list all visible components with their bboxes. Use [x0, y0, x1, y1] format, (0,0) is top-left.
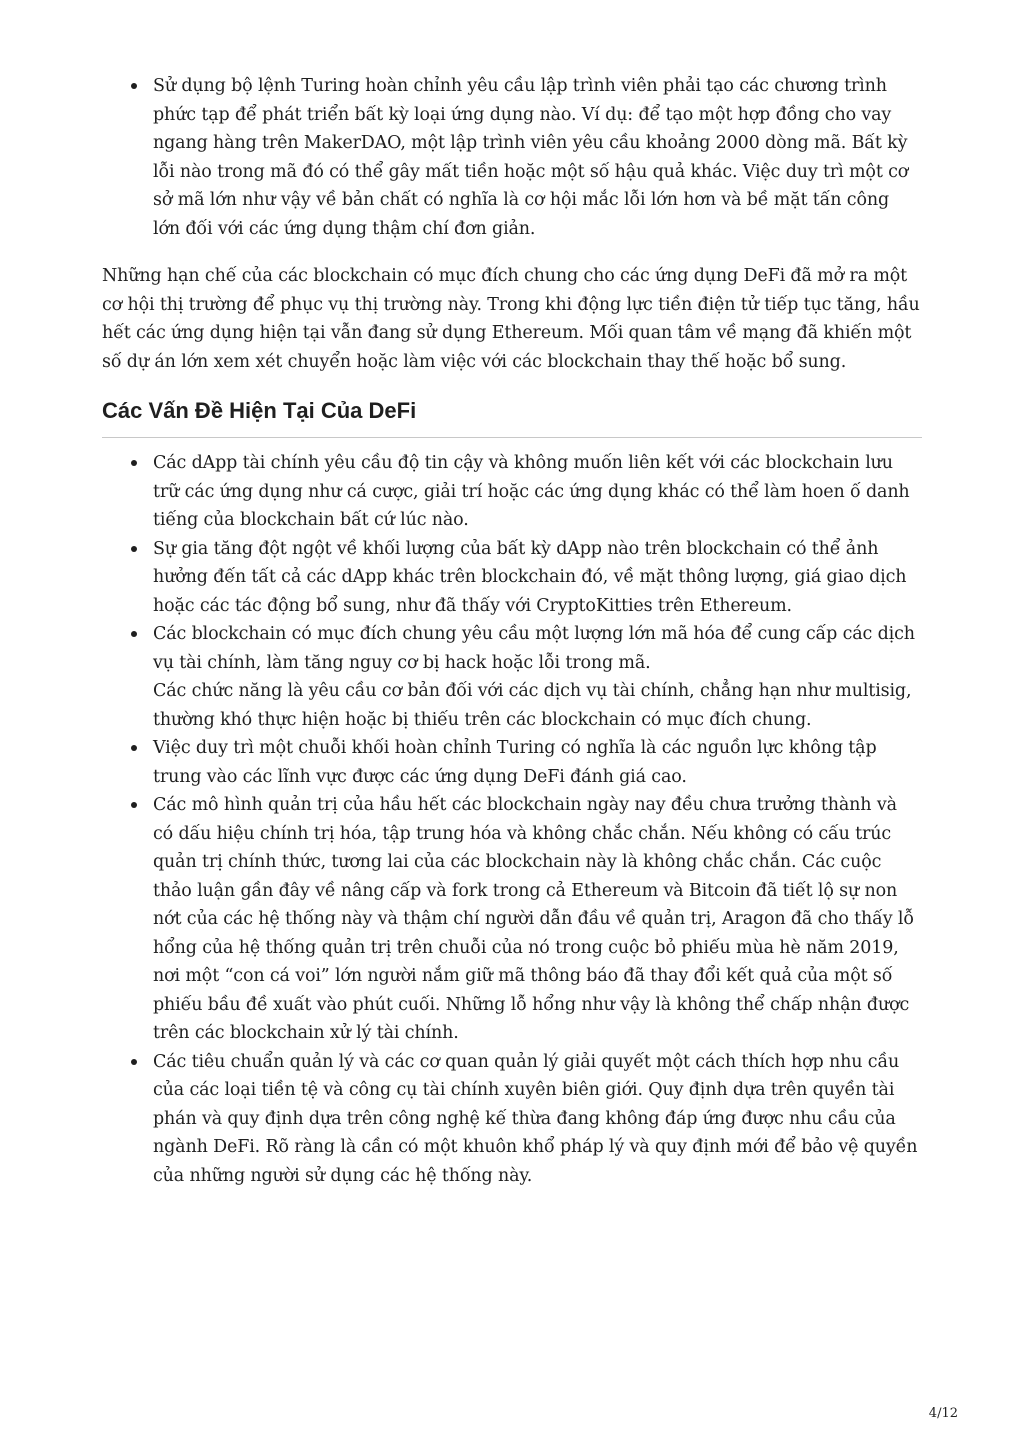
list-item-continuation: Các chức năng là yêu cầu cơ bản đối với các dịch vụ tài chính, chẳng hạn như multisig, thường khó thực hiện hoặc bị thiếu trên các blockchain có mục đích chung.: [153, 681, 912, 730]
issues-list: [131, 449, 921, 1190]
list-item-text: Các tiêu chuẩn quản lý và các cơ quan quản lý giải quyết một cách thích hợp nhu cầu của các loại tiền tệ và công cụ tài chính xuyên biên giới. Quy định dựa trên quyền tài phán và quy định dựa trên công nghệ kế thừa đang không đáp ứng được nhu cầu của ngành DeFi. Rõ ràng là cần có một khuôn khổ pháp lý và quy định mới để bảo vệ quyền của những người sử dụng các hệ thống này.: [153, 1051, 918, 1186]
list-item: [131, 72, 921, 243]
list-item: [131, 535, 921, 621]
list-item-text: Sự gia tăng đột ngột về khối lượng của bất kỳ dApp nào trên blockchain có thể ảnh hưởng đến tất cả các dApp khác trên blockchain đó, về mặt thông lượng, giá giao dịch hoặc các tác động bổ sung, như đã thấy với CryptoKitties trên Ethereum.: [153, 538, 907, 616]
bullet-list-top: [131, 72, 921, 243]
list-item: [131, 449, 921, 535]
section-heading: Các Vấn Đề Hiện Tại Của DeFi: [102, 398, 417, 423]
list-item: [131, 734, 921, 791]
list-item-text: Sử dụng bộ lệnh Turing hoàn chỉnh yêu cầu lập trình viên phải tạo các chương trình phức tạp để phát triển bất kỳ loại ứng dụng nào. Ví dụ: để tạo một hợp đồng cho vay ngang hàng trên MakerDAO, một lập trình viên yêu cầu khoảng 2000 dòng mã. Bất kỳ lỗi nào trong mã đó có thể gây mất tiền hoặc một số hậu quả khác. Việc duy trì một cơ sở mã lớn như vậy về bản chất có nghĩa là cơ hội mắc lỗi lớn hơn và bề mặt tấn công lớn đối với các ứng dụng thậm chí đơn giản.: [153, 76, 909, 239]
list-item: [131, 791, 921, 1048]
heading-divider: [102, 437, 922, 438]
list-item: [131, 620, 921, 734]
list-item-text: Các blockchain có mục đích chung yêu cầu một lượng lớn mã hóa để cung cấp các dịch vụ tài chính, làm tăng nguy cơ bị hack hoặc lỗi trong mã.: [153, 624, 915, 673]
page-number: 4/12: [928, 1406, 958, 1421]
list-item-text: Việc duy trì một chuỗi khối hoàn chỉnh Turing có nghĩa là các nguồn lực không tập trung vào các lĩnh vực được các ứng dụng DeFi đánh giá cao.: [153, 738, 877, 787]
list-item-text: Các dApp tài chính yêu cầu độ tin cậy và không muốn liên kết với các blockchain lưu trữ các ứng dụng như cá cược, giải trí hoặc các ứng dụng khác có thể làm hoen ố danh tiếng của blockchain bất cứ lúc nào.: [153, 453, 910, 530]
list-item: [131, 1048, 921, 1191]
body-paragraph: Những hạn chế của các blockchain có mục đích chung cho các ứng dụng DeFi đã mở ra một cơ hội thị trường để phục vụ thị trường này. Trong khi động lực tiền điện tử tiếp tục tăng, hầu hết các ứng dụng hiện tại vẫn đang sử dụng Ethereum. Mối quan tâm về mạng đã khiến một số dự án lớn xem xét chuyển hoặc làm việc với các blockchain thay thế hoặc bổ sung.: [102, 266, 920, 372]
list-item-text: Các mô hình quản trị của hầu hết các blockchain ngày nay đều chưa trưởng thành và có dấu hiệu chính trị hóa, tập trung hóa và không chắc chắn. Nếu không có cấu trúc quản trị chính thức, tương lai của các blockchain này là không chắc chắn. Các cuộc thảo luận gần đây về nâng cấp và fork trong cả Ethereum và Bitcoin đã tiết lộ sự non nớt của các hệ thống này và thậm chí người dẫn đầu về quản trị, Aragon đã cho thấy lỗ hổng của hệ thống quản trị trên chuỗi của nó trong cuộc bỏ phiếu mùa hè năm 2019, nơi một “con cá voi” lớn người nắm giữ mã thông báo đã thay đổi kết quả của một số phiếu bầu đề xuất vào phút cuối. Những lỗ hổng như vậy là không thể chấp nhận được trên các blockchain xử lý tài chính.: [153, 795, 914, 1043]
